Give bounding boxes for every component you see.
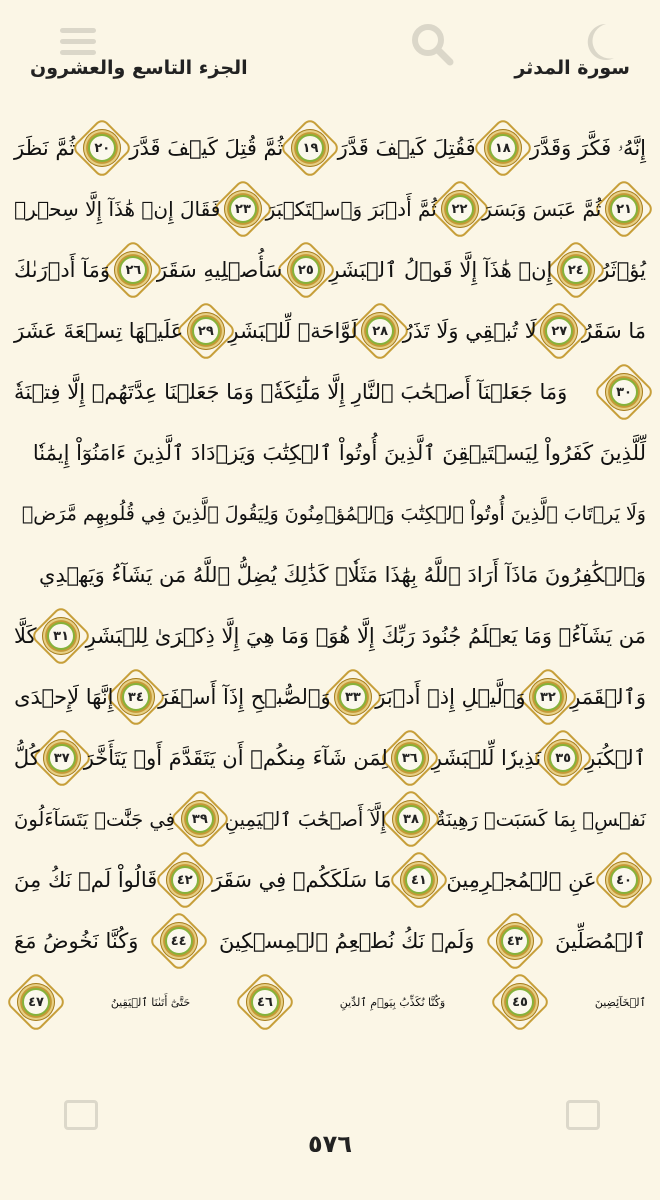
ayah-number: ٤٥	[506, 988, 534, 1016]
ayah-number: ٣٦	[396, 744, 424, 772]
juz-name: الجزء التاسع والعشرون	[30, 57, 248, 79]
text-line	[14, 545, 646, 605]
ayah-marker-icon[interactable]	[291, 129, 329, 167]
ayah-marker-icon[interactable]	[544, 739, 582, 777]
ayah-number: ١٩	[296, 134, 324, 162]
verse-text: عَنِ ٱلۡمُجۡرِمِينَ	[446, 868, 597, 892]
verse-text: ثُمَّ عَبَسَ وَبَسَرَ	[482, 197, 602, 221]
text-line	[14, 179, 646, 239]
ayah-marker-icon[interactable]	[392, 800, 430, 838]
ayah-marker-icon[interactable]	[42, 617, 80, 655]
verse-text: وَلَا يَرۡتَابَ ٱلَّذِينَ أُوتُواْ ٱلۡكِتَٰبَ وَٱلۡمُؤۡمِنُونَ وَلِيَقُولَ ٱلَّذِينَ فِي قُلُوبِهِم مَّرَضٞ	[21, 503, 646, 525]
ayah-marker-icon[interactable]	[496, 922, 534, 960]
ayah-number: ٤١	[405, 866, 433, 894]
ayah-marker-icon[interactable]	[187, 312, 225, 350]
ayah-marker-icon[interactable]	[160, 922, 198, 960]
ayah-marker-icon[interactable]	[166, 861, 204, 899]
ayah-number: ٣٣	[339, 683, 367, 711]
verse-text: ٱلۡكُبَرِ	[585, 746, 646, 770]
verse-text: ثُمَّ نَظَرَ	[14, 136, 76, 160]
ayah-number: ٢١	[610, 195, 638, 223]
verse-text: إِنۡ هَٰذَآ إِلَّا قَوۡلُ ٱلۡبَشَرِ	[329, 258, 553, 282]
text-line	[14, 728, 646, 788]
ayah-marker-icon[interactable]	[83, 129, 121, 167]
ayah-number: ٣٩	[186, 805, 214, 833]
ayah-marker-icon[interactable]	[181, 800, 219, 838]
faded-right-icon	[566, 1100, 600, 1130]
verse-text: مَا سَلَكَكُمۡ فِي سَقَرَ	[212, 868, 392, 892]
verse-text: وَلَمۡ نَكُ نُطۡعِمُ ٱلۡمِسۡكِينَ	[218, 929, 475, 953]
ayah-number: ٢٣	[229, 195, 257, 223]
ayah-number: ٢٢	[446, 195, 474, 223]
bottom-faded-controls	[0, 1100, 660, 1130]
ayah-marker-icon[interactable]	[557, 251, 595, 289]
ayah-number: ١٨	[489, 134, 517, 162]
ayah-number: ٣٨	[397, 805, 425, 833]
verse-text: نَذِيرٗا لِّلۡبَشَرِ	[431, 746, 542, 770]
ayah-number: ٤٤	[165, 927, 193, 955]
ayah-number: ٤٧	[22, 988, 50, 1016]
ayah-number: ٢٥	[292, 256, 320, 284]
text-line	[14, 606, 646, 666]
text-line	[14, 118, 646, 178]
text-line	[14, 850, 646, 910]
ayah-marker-icon[interactable]	[441, 190, 479, 228]
verse-text: فَقُتِلَ كَيۡفَ قَدَّرَ	[337, 136, 476, 160]
verse-text: وَمَآ أَدۡرَىٰكَ	[14, 258, 110, 282]
ayah-marker-icon[interactable]	[361, 312, 399, 350]
verse-text: يُؤۡثَرُ	[599, 258, 646, 282]
verse-text: ثُمَّ قُتِلَ كَيۡفَ قَدَّرَ	[129, 136, 284, 160]
ayah-marker-icon[interactable]	[334, 678, 372, 716]
verse-text: كَلَّا	[14, 624, 37, 648]
ayah-marker-icon[interactable]	[540, 312, 578, 350]
verse-text: ثُمَّ أَدۡبَرَ وَٱسۡتَكۡبَرَ	[265, 197, 437, 221]
ayah-marker-icon[interactable]	[484, 129, 522, 167]
ayah-number: ٣٤	[122, 683, 150, 711]
ayah-number: ٢٦	[119, 256, 147, 284]
ayah-number: ٣٥	[549, 744, 577, 772]
verse-text: حَتَّىٰٓ أَتَىٰنَا ٱلۡيَقِينُ	[110, 995, 191, 1009]
verse-text: وَكُنَّا نَخُوضُ مَعَ	[14, 929, 139, 953]
verse-text: مَا سَقَرُ	[581, 319, 646, 343]
text-line	[14, 362, 646, 422]
ayah-marker-icon[interactable]	[117, 678, 155, 716]
text-line	[14, 911, 646, 971]
text-line	[14, 789, 646, 849]
text-line	[14, 423, 646, 483]
ayah-marker-icon[interactable]	[391, 739, 429, 777]
ayah-marker-icon[interactable]	[605, 861, 643, 899]
verse-text: إِنَّهُۥ فَكَّرَ وَقَدَّرَ	[529, 135, 646, 160]
verse-text: نَفۡسِۭ بِمَا كَسَبَتۡ رَهِينَةٌ	[435, 807, 646, 831]
ayah-number: ٤٢	[171, 866, 199, 894]
faded-left-icon	[64, 1100, 98, 1130]
verse-text: فِي جَنَّٰتٖ يَتَسَآءَلُونَ	[14, 807, 175, 831]
verse-text: إِلَّآ أَصۡحَٰبَ ٱلۡيَمِينِ	[224, 807, 387, 831]
ayah-marker-icon[interactable]	[605, 190, 643, 228]
text-line	[14, 484, 646, 544]
ayah-marker-icon[interactable]	[114, 251, 152, 289]
verse-text: مَن يَشَآءُۚ وَمَا يَعۡلَمُ جُنُودَ رَبِّكَ إِلَّا هُوَۚ وَمَا هِيَ إِلَّا ذِكۡرَىٰ لِلۡبَشَرِ	[85, 624, 646, 648]
verse-text: وَٱلۡكَٰفِرُونَ مَاذَآ أَرَادَ ٱللَّهُ بِهَٰذَا مَثَلٗاۚ كَذَٰلِكَ يُضِلُّ ٱللَّهُ مَن يَشَآءُ وَيَهۡدِي	[39, 563, 646, 587]
ayah-number: ٣١	[47, 622, 75, 650]
ayah-marker-icon[interactable]	[43, 739, 81, 777]
page-header	[30, 48, 630, 88]
page-number: ٥٧٦	[308, 1130, 352, 1158]
text-line	[14, 972, 646, 1032]
ayah-marker-icon[interactable]	[605, 373, 643, 411]
text-line	[14, 301, 646, 361]
ayah-number: ٢٩	[192, 317, 220, 345]
verse-text: عَلَيۡهَا تِسۡعَةَ عَشَرَ	[14, 319, 184, 343]
surah-name: سورة المدثر	[514, 57, 630, 79]
text-line	[14, 240, 646, 300]
verse-text: كُلُّ	[13, 746, 40, 770]
ayah-number: ٢٨	[366, 317, 394, 345]
ayah-number: ٢٠	[88, 134, 116, 162]
ayah-marker-icon[interactable]	[17, 983, 55, 1021]
verse-text: سَأُصۡلِيهِ سَقَرَ	[156, 258, 283, 282]
verse-text: وَمَا جَعَلۡنَآ أَصۡحَٰبَ ٱلنَّارِ إِلَّا مَلَٰٓئِكَةٗۙ وَمَا جَعَلۡنَا عِدَّتَهُمۡ إِلَّا فِتۡنَةٗ	[14, 380, 568, 404]
verse-text: لَا تُبۡقِي وَلَا تَذَرُ	[402, 319, 537, 343]
verse-text: وَكُنَّا نُكَذِّبُ بِيَوۡمِ ٱلدِّينِ	[339, 995, 446, 1009]
text-line	[14, 667, 646, 727]
verse-text: لِّلَّذِينَ كَفَرُواْ لِيَسۡتَيۡقِنَ ٱلَّذِينَ أُوتُواْ ٱلۡكِتَٰبَ وَيَزۡدَادَ ٱلَّذِينَ ءَامَنُوٓاْ إِيمَٰنٗا	[32, 441, 646, 465]
ayah-number: ٤٦	[251, 988, 279, 1016]
verse-text: لِمَن شَآءَ مِنكُمۡ أَن يَتَقَدَّمَ أَوۡ يَتَأَخَّرَ	[83, 746, 388, 770]
verse-text: وَٱلۡقَمَرِ	[570, 685, 646, 709]
verse-text: ٱلۡخَآئِضِينَ	[594, 995, 646, 1009]
ayah-number: ٤٠	[610, 866, 638, 894]
ayah-marker-icon[interactable]	[501, 983, 539, 1021]
ayah-number: ٣٧	[48, 744, 76, 772]
ayah-number: ٢٧	[545, 317, 573, 345]
verse-text: فَقَالَ إِنۡ هَٰذَآ إِلَّا سِحۡرٞ	[14, 197, 221, 221]
ayah-number: ٢٤	[562, 256, 590, 284]
mushaf-page	[14, 118, 646, 1036]
ayah-marker-icon[interactable]	[287, 251, 325, 289]
verse-text: وَٱلصُّبۡحِ إِذَآ أَسۡفَرَ	[158, 685, 331, 709]
verse-text: إِنَّهَا لَإِحۡدَى	[14, 685, 114, 709]
ayah-marker-icon[interactable]	[529, 678, 567, 716]
ayah-marker-icon[interactable]	[246, 983, 284, 1021]
ayah-number: ٣٠	[610, 378, 638, 406]
ayah-marker-icon[interactable]	[400, 861, 438, 899]
ayah-marker-icon[interactable]	[224, 190, 262, 228]
ayah-number: ٤٣	[501, 927, 529, 955]
verse-text: ٱلۡمُصَلِّينَ	[555, 929, 646, 953]
verse-text: لَوَّاحَةٞ لِّلۡبَشَرِ	[228, 319, 358, 343]
verse-text: قَالُواْ لَمۡ نَكُ مِنَ	[14, 868, 158, 892]
ayah-number: ٣٢	[534, 683, 562, 711]
verse-text: وَٱلَّيۡلِ إِذۡ أَدۡبَرَ	[375, 685, 526, 709]
